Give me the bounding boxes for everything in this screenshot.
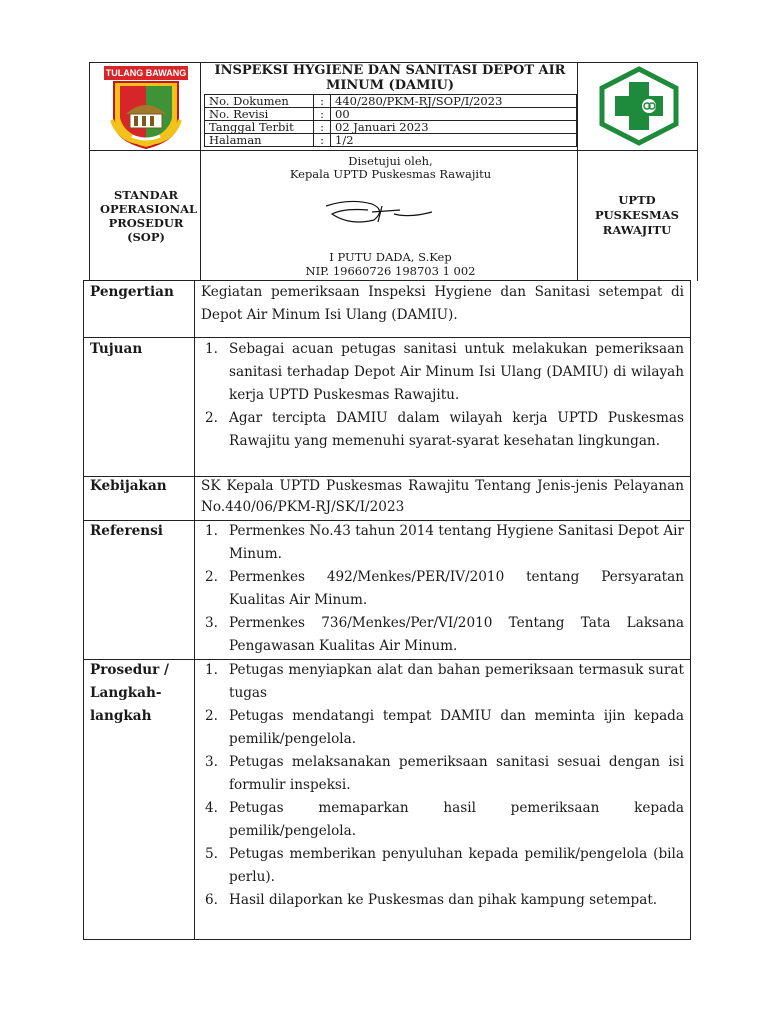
list-item: 3. Petugas melaksanakan pemeriksaan sanitasi sesuai dengan isi formulir inspeksi. [205,754,684,793]
meta-sep: : [314,95,331,108]
meta-row [205,95,577,108]
list-item-text: Permenkes No.43 tahun 2014 tentang Hygiene Sanitasi Depot Air Minum. [229,523,684,562]
approval-line-1: Disetujui oleh, [348,154,433,168]
approval-line-2: Kepala UPTD Puskesmas Rawajitu [289,167,492,181]
tujuan-label: Tujuan [90,341,143,357]
list-item: 4. Petugas memaparkan hasil pemeriksaan kepada pemilik/pengelola. [205,800,684,839]
meta-label: Tanggal Terbit [205,121,314,134]
meta-row [205,121,577,134]
header-mid-border [89,150,698,151]
meta-sep: : [314,121,331,134]
tujuan-list [195,338,684,453]
pengertian-label: Pengertian [90,284,174,300]
meta-label: Halaman [205,134,314,147]
kebijakan-text: SK Kepala UPTD Puskesmas Rawajitu Tentang Jenis-jenis Pelayanan No.440/06/PKM-RJ/SK/I/2023 [201,478,684,515]
list-item-text: Petugas melaksanakan pemeriksaan sanitasi sesuai dengan isi formulir inspeksi. [229,754,684,793]
list-item: 1. Sebagai acuan petugas sanitasi untuk melakukan pemeriksaan sanitasi terhadap Depot Air Minum Isi Ulang (DAMIU) di wilayah kerja UPTD Puskesmas Rawajitu. [205,341,684,403]
list-item-text: Hasil dilaporkan ke Puskesmas dan pihak kampung setempat. [229,892,658,908]
meta-row [205,108,577,121]
list-item: 3. Permenkes 736/Menkes/Per/VI/2010 Tentang Tata Laksana Pengawasan Kualitas Air Minum. [205,615,684,654]
org-name: UPTD PUSKESMAS RAWAJITU [594,193,679,237]
list-item: 6. Hasil dilaporkan ke Puskesmas dan pihak kampung setempat. [205,892,658,908]
list-item: 1. Petugas menyiapkan alat dan bahan pemeriksaan termasuk surat tugas [205,662,684,701]
header-right-border [697,62,698,281]
meta-value: 1/2 [331,134,577,147]
meta-sep: : [314,134,331,147]
table-bottom-border [83,939,691,940]
meta-value: 440/280/PKM-RJ/SOP/I/2023 [331,95,577,108]
header-col-divider-2 [577,62,578,281]
document-meta-table [204,94,577,147]
puskesmas-logo-icon [598,66,680,146]
prosedur-label [90,659,169,728]
signature-icon [320,196,440,228]
table-left-border [83,280,84,940]
meta-value: 02 Januari 2023 [331,121,577,134]
meta-value: 00 [331,108,577,121]
prosedur-label-line: Langkah- [90,685,162,701]
logo-banner: TULANG BAWANG [105,68,187,78]
list-item-text: Petugas mendatangi tempat DAMIU dan meminta ijin kepada pemilik/pengelola. [229,708,684,747]
approver-nip: NIP. 19660726 198703 1 002 [305,264,476,278]
referensi-label: Referensi [90,523,163,539]
header-left-border [89,62,90,281]
list-item-text: Agar tercipta DAMIU dalam wilayah kerja UPTD Puskesmas Rawajitu yang memenuhi syarat-syarat kesehatan lingkungan. [229,410,684,449]
prosedur-label-line: Prosedur / [90,662,170,678]
list-item-text: Sebagai acuan petugas sanitasi untuk melakukan pemeriksaan sanitasi terhadap Depot Air Minum Isi Ulang (DAMIU) di wilayah kerja UPTD Puskesmas Rawajitu. [229,341,684,403]
list-item: 1. Permenkes No.43 tahun 2014 tentang Hygiene Sanitasi Depot Air Minum. [205,523,684,562]
header-col-divider-1 [200,62,201,281]
list-item: 2. Permenkes 492/Menkes/PER/IV/2010 tentang Persyaratan Kualitas Air Minum. [205,569,684,608]
list-item: 5. Petugas memberikan penyuluhan kepada pemilik/pengelola (bila perlu). [205,846,684,885]
meta-label: No. Dokumen [205,95,314,108]
list-item-text: Petugas memberikan penyuluhan kepada pemilik/pengelola (bila perlu). [229,846,684,885]
list-item-text: Petugas memaparkan hasil pemeriksaan kepada pemilik/pengelola. [229,800,684,839]
list-item: 2. Petugas mendatangi tempat DAMIU dan meminta ijin kepada pemilik/pengelola. [205,708,684,747]
meta-label: No. Revisi [205,108,314,121]
sop-label: STANDAR OPERASIONAL PROSEDUR (SOP) [100,188,198,244]
meta-row [205,134,577,147]
prosedur-label-line: langkah [90,708,152,724]
kebijakan-label: Kebijakan [90,478,167,494]
referensi-list [195,520,684,658]
list-item-text: Permenkes 736/Menkes/Per/VI/2010 Tentang Tata Laksana Pengawasan Kualitas Air Minum. [229,615,684,654]
prosedur-list [195,659,684,912]
table-right-border [690,280,691,940]
shield-emblem-icon [108,80,184,150]
meta-sep: : [314,108,331,121]
list-item-text: Permenkes 492/Menkes/PER/IV/2010 tentang Persyaratan Kualitas Air Minum. [229,569,684,608]
tulang-bawang-logo [104,66,188,150]
document-title: INSPEKSI HYGIENE DAN SANITASI DEPOT AIR MINUM (DAMIU) [214,63,566,93]
list-item-text: Petugas menyiapkan alat dan bahan pemeriksaan termasuk surat tugas [229,662,684,701]
approver-name: I PUTU DADA, S.Kep [329,250,452,264]
pengertian-text: Kegiatan pemeriksaan Inspeksi Hygiene dan Sanitasi setempat di Depot Air Minum Isi Ulang (DAMIU). [201,284,684,323]
list-item: 2. Agar tercipta DAMIU dalam wilayah kerja UPTD Puskesmas Rawajitu yang memenuhi syarat-syarat kesehatan lingkungan. [205,410,684,449]
